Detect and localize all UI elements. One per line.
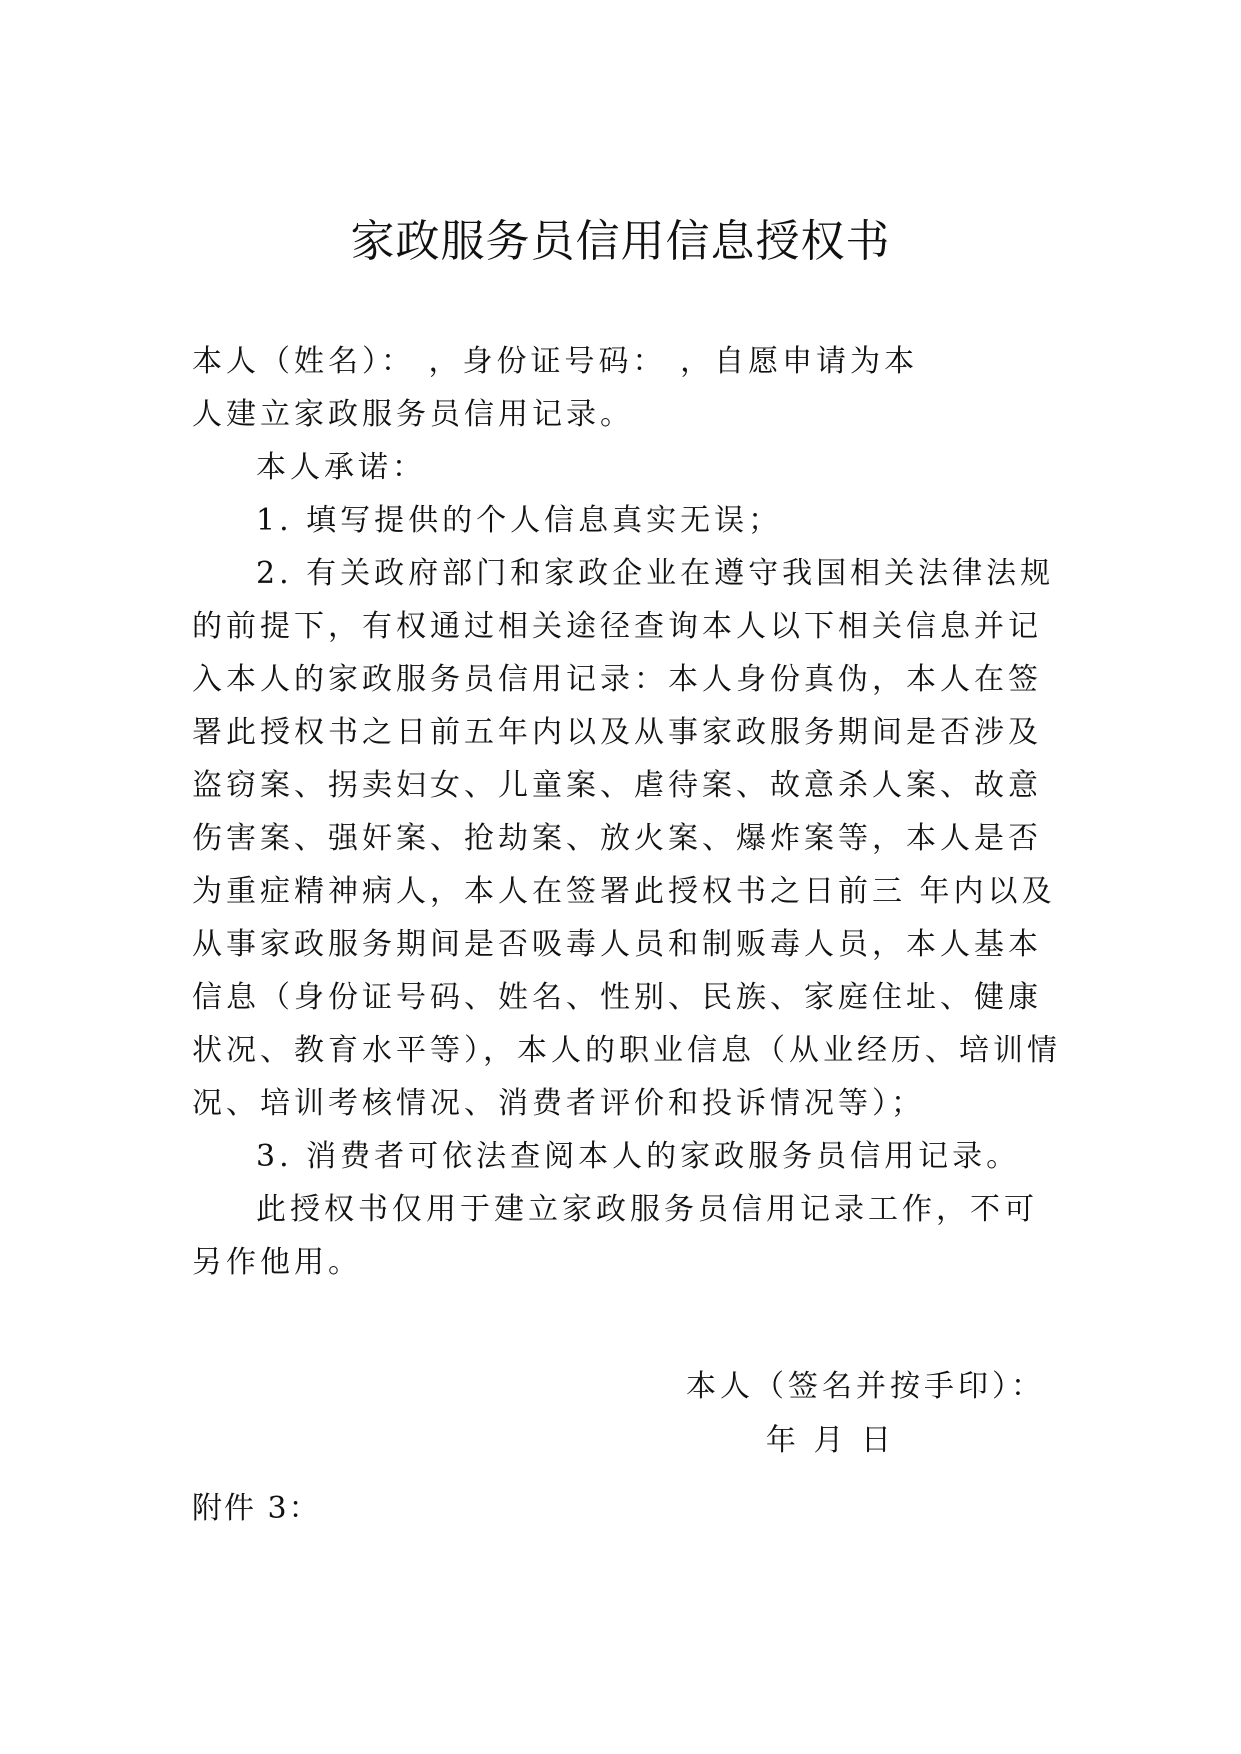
signature-block	[0, 1360, 1045, 1468]
document-title: 家政服务员信用信息授权书	[350, 216, 891, 267]
applicant-line-2: 人建立家政服务员信用记录。	[192, 397, 634, 432]
commitment-item-2: 2. 有关政府部门和家政企业在遵守我国相关法律法规的前提下，有权通过相关途径查询本人以下相关信息并记入本人的家政服务员信用记录：本人身份真伪，本人在签署此授权书之日前五年内以及从事家政服务期间是否涉及盗窃案、拐卖妇女、儿童案、虐待案、故意杀人案、故意伤害案、强奸案、抢劫案、放火案、爆炸案等，本人是否为重症精神病人，本人在签署此授权书之日前三 年内以及从事家政服务期间是否吸毒人员和制贩毒人员，本人基本信息（身份证号码、姓名、性别、民族、家庭住址、健康状况、教育水平等），本人的职业信息（从业经历、培训情况、培训考核情况、消费者评价和投诉情况等）；	[192, 556, 1061, 1121]
signature-date: 年 月 日	[765, 1423, 895, 1458]
usage-statement: 此授权书仅用于建立家政服务员信用记录工作，不可另作他用。	[192, 1192, 1038, 1280]
document-body	[192, 335, 1064, 1289]
signature-label: 本人（签名并按手印）：	[686, 1369, 1045, 1404]
applicant-line-1: 本人（姓名）： ，身份证号码： ，自愿申请为本	[192, 344, 919, 379]
commitment-item-1: 1. 填写提供的个人信息真实无误；	[256, 503, 783, 538]
attachment-label: 附件 3：	[192, 1491, 321, 1526]
commitment-heading: 本人承诺：	[256, 450, 426, 485]
commitment-item-3: 3. 消费者可依法查阅本人的家政服务员信用记录。	[256, 1139, 1021, 1174]
